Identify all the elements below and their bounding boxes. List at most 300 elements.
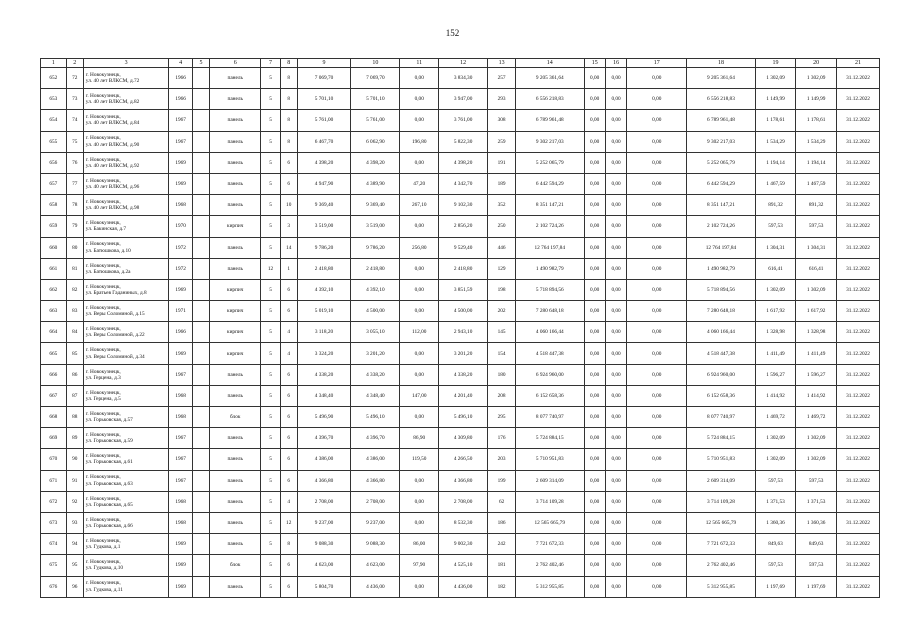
cell-col-20: 1 411,49 <box>796 343 837 364</box>
cell-col-3: г. Новокузнецк, ул. Братьев Гаданиных, д.8 <box>83 279 169 300</box>
column-number-7: 7 <box>261 59 280 68</box>
cell-col-10: 7 069,70 <box>351 68 400 89</box>
cell-col-17: 0,00 <box>627 173 687 194</box>
cell-col-15: 0,00 <box>584 258 605 279</box>
cell-col-19: 1 617,92 <box>755 301 796 322</box>
cell-col-16: 0,00 <box>605 491 626 512</box>
cell-col-6: панель <box>210 364 261 385</box>
table-row <box>41 322 880 343</box>
cell-col-17: 0,00 <box>627 89 687 110</box>
table-row <box>41 216 880 237</box>
cell-col-4: 1969 <box>169 173 193 194</box>
cell-col-12: 4 309,80 <box>438 428 487 449</box>
cell-col-16: 0,00 <box>605 110 626 131</box>
cell-col-3: г. Новокузнецк, ул. Батюшкова, д.10 <box>83 237 169 258</box>
cell-col-7: 5 <box>261 110 280 131</box>
cell-col-21: 31.12.2022 <box>837 110 880 131</box>
cell-col-20: 1 302,09 <box>796 68 837 89</box>
cell-col-16: 0,00 <box>605 68 626 89</box>
cell-col-16: 0,00 <box>605 195 626 216</box>
cell-col-5 <box>192 491 209 512</box>
cell-col-9: 5 761,00 <box>297 110 351 131</box>
cell-col-17: 0,00 <box>627 512 687 533</box>
cell-col-20: 1 596,27 <box>796 364 837 385</box>
cell-col-5 <box>192 449 209 470</box>
cell-col-6: кирпич <box>210 343 261 364</box>
cell-col-21: 31.12.2022 <box>837 195 880 216</box>
cell-col-9: 9 088,30 <box>297 534 351 555</box>
cell-col-7: 5 <box>261 343 280 364</box>
cell-col-21: 31.12.2022 <box>837 555 880 576</box>
cell-col-12: 2 418,80 <box>438 258 487 279</box>
cell-col-21: 31.12.2022 <box>837 470 880 491</box>
cell-col-4: 1971 <box>169 301 193 322</box>
cell-col-11: 47,20 <box>400 173 439 194</box>
cell-col-17: 0,00 <box>627 279 687 300</box>
cell-col-13: 295 <box>488 407 516 428</box>
cell-col-14: 9 205 361,64 <box>516 68 584 89</box>
cell-col-2: 93 <box>66 512 83 533</box>
cell-col-5 <box>192 322 209 343</box>
cell-col-18: 12 565 665,79 <box>687 512 755 533</box>
cell-col-19: 1 302,09 <box>755 68 796 89</box>
cell-col-13: 180 <box>488 364 516 385</box>
cell-col-10: 4 396,70 <box>351 428 400 449</box>
cell-col-17: 0,00 <box>627 195 687 216</box>
cell-col-10: 3 519,00 <box>351 216 400 237</box>
cell-col-9: 4 386,00 <box>297 449 351 470</box>
cell-col-19: 1 328,98 <box>755 322 796 343</box>
cell-col-15: 0,00 <box>584 152 605 173</box>
cell-col-4: 1967 <box>169 364 193 385</box>
cell-col-18: 6 556 218,83 <box>687 89 755 110</box>
cell-col-18: 5 312 955,85 <box>687 576 755 597</box>
cell-col-14: 2 762 402,46 <box>516 555 584 576</box>
cell-col-21: 31.12.2022 <box>837 322 880 343</box>
cell-col-17: 0,00 <box>627 322 687 343</box>
cell-col-8: 6 <box>280 364 297 385</box>
column-number-header <box>41 59 880 68</box>
cell-col-3: г. Новокузнецк, ул. 40 лет ВЛКСМ, д.84 <box>83 110 169 131</box>
cell-col-9: 4 398,20 <box>297 152 351 173</box>
cell-col-13: 308 <box>488 110 516 131</box>
cell-col-14: 8 351 147,21 <box>516 195 584 216</box>
cell-col-17: 0,00 <box>627 131 687 152</box>
column-number-10: 10 <box>351 59 400 68</box>
cell-col-11: 86,90 <box>400 428 439 449</box>
cell-col-14: 5 724 884,15 <box>516 428 584 449</box>
cell-col-17: 0,00 <box>627 470 687 491</box>
cell-col-17: 0,00 <box>627 237 687 258</box>
table-row <box>41 301 880 322</box>
column-number-11: 11 <box>400 59 439 68</box>
cell-col-1: 668 <box>41 407 67 428</box>
cell-col-21: 31.12.2022 <box>837 173 880 194</box>
cell-col-12: 2 708,00 <box>438 491 487 512</box>
table-row <box>41 237 880 258</box>
cell-col-2: 79 <box>66 216 83 237</box>
cell-col-20: 1 302,09 <box>796 279 837 300</box>
cell-col-6: панель <box>210 470 261 491</box>
cell-col-20: 616,41 <box>796 258 837 279</box>
cell-col-20: 1 302,09 <box>796 428 837 449</box>
cell-col-4: 1966 <box>169 68 193 89</box>
table-row <box>41 364 880 385</box>
cell-col-20: 1 328,98 <box>796 322 837 343</box>
cell-col-16: 0,00 <box>605 470 626 491</box>
cell-col-19: 849,63 <box>755 534 796 555</box>
cell-col-9: 7 069,70 <box>297 68 351 89</box>
column-number-4: 4 <box>169 59 193 68</box>
cell-col-9: 5 019,10 <box>297 301 351 322</box>
cell-col-19: 1 302,09 <box>755 279 796 300</box>
cell-col-1: 665 <box>41 343 67 364</box>
cell-col-8: 6 <box>280 385 297 406</box>
cell-col-7: 5 <box>261 216 280 237</box>
cell-col-2: 91 <box>66 470 83 491</box>
cell-col-2: 94 <box>66 534 83 555</box>
cell-col-20: 597,53 <box>796 216 837 237</box>
cell-col-16: 0,00 <box>605 364 626 385</box>
cell-col-8: 6 <box>280 152 297 173</box>
cell-col-14: 7 280 648,18 <box>516 301 584 322</box>
cell-col-21: 31.12.2022 <box>837 301 880 322</box>
cell-col-17: 0,00 <box>627 385 687 406</box>
cell-col-10: 2 418,80 <box>351 258 400 279</box>
cell-col-20: 1 194,14 <box>796 152 837 173</box>
cell-col-4: 1967 <box>169 110 193 131</box>
cell-col-9: 5 804,70 <box>297 576 351 597</box>
column-number-5: 5 <box>192 59 209 68</box>
cell-col-6: панель <box>210 110 261 131</box>
housing-register-table <box>40 58 880 598</box>
table-row <box>41 258 880 279</box>
cell-col-2: 87 <box>66 385 83 406</box>
cell-col-6: панель <box>210 534 261 555</box>
column-number-13: 13 <box>488 59 516 68</box>
cell-col-11: 0,00 <box>400 364 439 385</box>
cell-col-21: 31.12.2022 <box>837 68 880 89</box>
cell-col-13: 352 <box>488 195 516 216</box>
cell-col-3: г. Новокузнецк, ул. Гудкова, д.10 <box>83 555 169 576</box>
cell-col-10: 9 369,40 <box>351 195 400 216</box>
cell-col-16: 0,00 <box>605 385 626 406</box>
cell-col-14: 5 718 894,56 <box>516 279 584 300</box>
cell-col-8: 6 <box>280 449 297 470</box>
cell-col-3: г. Новокузнецк, ул. 40 лет ВЛКСМ, д.96 <box>83 173 169 194</box>
cell-col-5 <box>192 89 209 110</box>
cell-col-8: 8 <box>280 68 297 89</box>
cell-col-17: 0,00 <box>627 576 687 597</box>
cell-col-4: 1969 <box>169 279 193 300</box>
cell-col-2: 77 <box>66 173 83 194</box>
cell-col-16: 0,00 <box>605 152 626 173</box>
cell-col-2: 73 <box>66 89 83 110</box>
cell-col-17: 0,00 <box>627 407 687 428</box>
cell-col-7: 5 <box>261 449 280 470</box>
cell-col-14: 2 102 724,26 <box>516 216 584 237</box>
cell-col-21: 31.12.2022 <box>837 576 880 597</box>
cell-col-21: 31.12.2022 <box>837 512 880 533</box>
cell-col-2: 92 <box>66 491 83 512</box>
cell-col-9: 4 623,00 <box>297 555 351 576</box>
column-number-21: 21 <box>837 59 880 68</box>
cell-col-5 <box>192 279 209 300</box>
cell-col-18: 4 060 166,44 <box>687 322 755 343</box>
cell-col-16: 0,00 <box>605 343 626 364</box>
cell-col-21: 31.12.2022 <box>837 407 880 428</box>
cell-col-6: панель <box>210 491 261 512</box>
cell-col-20: 1 304,31 <box>796 237 837 258</box>
cell-col-2: 83 <box>66 301 83 322</box>
cell-col-16: 0,00 <box>605 428 626 449</box>
cell-col-12: 4 500,00 <box>438 301 487 322</box>
cell-col-19: 1 304,31 <box>755 237 796 258</box>
cell-col-7: 12 <box>261 258 280 279</box>
cell-col-12: 4 338,20 <box>438 364 487 385</box>
cell-col-16: 0,00 <box>605 131 626 152</box>
cell-col-2: 84 <box>66 322 83 343</box>
cell-col-20: 1 197,69 <box>796 576 837 597</box>
table-row <box>41 407 880 428</box>
cell-col-3: г. Новокузнецк, ул. 40 лет ВЛКСМ, д.90 <box>83 131 169 152</box>
cell-col-8: 12 <box>280 512 297 533</box>
cell-col-3: г. Новокузнецк, ул. Горьковская, д.63 <box>83 470 169 491</box>
cell-col-13: 198 <box>488 279 516 300</box>
cell-col-7: 5 <box>261 68 280 89</box>
cell-col-14: 9 302 217,03 <box>516 131 584 152</box>
column-number-3: 3 <box>83 59 169 68</box>
cell-col-15: 0,00 <box>584 237 605 258</box>
cell-col-19: 616,41 <box>755 258 796 279</box>
page-number: 152 <box>445 28 460 38</box>
cell-col-11: 196,80 <box>400 131 439 152</box>
cell-col-20: 891,32 <box>796 195 837 216</box>
cell-col-4: 1967 <box>169 428 193 449</box>
cell-col-5 <box>192 343 209 364</box>
cell-col-21: 31.12.2022 <box>837 216 880 237</box>
cell-col-10: 4 623,00 <box>351 555 400 576</box>
column-number-14: 14 <box>516 59 584 68</box>
cell-col-3: г. Новокузнецк, ул. Бакинская, д.7 <box>83 216 169 237</box>
cell-col-16: 0,00 <box>605 534 626 555</box>
cell-col-20: 1 467,59 <box>796 173 837 194</box>
cell-col-15: 0,00 <box>584 364 605 385</box>
cell-col-3: г. Новокузнецк, ул. Веры Соломиной, д.34 <box>83 343 169 364</box>
cell-col-10: 4 338,20 <box>351 364 400 385</box>
cell-col-6: панель <box>210 512 261 533</box>
cell-col-1: 670 <box>41 449 67 470</box>
cell-col-13: 182 <box>488 576 516 597</box>
cell-col-10: 5 761,00 <box>351 110 400 131</box>
cell-col-16: 0,00 <box>605 89 626 110</box>
cell-col-12: 2 856,20 <box>438 216 487 237</box>
cell-col-7: 5 <box>261 576 280 597</box>
cell-col-1: 672 <box>41 491 67 512</box>
cell-col-10: 3 055,10 <box>351 322 400 343</box>
cell-col-18: 6 789 961,48 <box>687 110 755 131</box>
cell-col-16: 0,00 <box>605 576 626 597</box>
cell-col-11: 0,00 <box>400 279 439 300</box>
cell-col-7: 5 <box>261 301 280 322</box>
cell-col-14: 12 764 197,84 <box>516 237 584 258</box>
cell-col-18: 12 764 197,84 <box>687 237 755 258</box>
cell-col-18: 6 152 658,36 <box>687 385 755 406</box>
cell-col-11: 147,00 <box>400 385 439 406</box>
cell-col-19: 1 371,53 <box>755 491 796 512</box>
cell-col-6: панель <box>210 576 261 597</box>
cell-col-14: 5 710 951,83 <box>516 449 584 470</box>
table-row <box>41 89 880 110</box>
cell-col-5 <box>192 237 209 258</box>
cell-col-11: 0,00 <box>400 68 439 89</box>
cell-col-12: 4 342,70 <box>438 173 487 194</box>
cell-col-4: 1969 <box>169 343 193 364</box>
cell-col-4: 1968 <box>169 512 193 533</box>
cell-col-10: 9 088,30 <box>351 534 400 555</box>
table-row <box>41 470 880 491</box>
cell-col-20: 1 371,53 <box>796 491 837 512</box>
cell-col-10: 2 708,00 <box>351 491 400 512</box>
cell-col-8: 6 <box>280 428 297 449</box>
cell-col-13: 129 <box>488 258 516 279</box>
cell-col-12: 4 201,40 <box>438 385 487 406</box>
cell-col-9: 2 418,80 <box>297 258 351 279</box>
cell-col-18: 1 490 982,79 <box>687 258 755 279</box>
cell-col-8: 6 <box>280 555 297 576</box>
cell-col-19: 1 414,92 <box>755 385 796 406</box>
cell-col-14: 7 721 672,33 <box>516 534 584 555</box>
column-number-16: 16 <box>605 59 626 68</box>
cell-col-17: 0,00 <box>627 364 687 385</box>
cell-col-17: 0,00 <box>627 428 687 449</box>
cell-col-13: 191 <box>488 152 516 173</box>
cell-col-10: 6 062,90 <box>351 131 400 152</box>
cell-col-11: 0,00 <box>400 216 439 237</box>
cell-col-1: 658 <box>41 195 67 216</box>
cell-col-18: 2 609 314,09 <box>687 470 755 491</box>
cell-col-4: 1968 <box>169 407 193 428</box>
cell-col-8: 8 <box>280 110 297 131</box>
cell-col-11: 0,00 <box>400 491 439 512</box>
cell-col-8: 6 <box>280 279 297 300</box>
cell-col-9: 6 467,70 <box>297 131 351 152</box>
cell-col-13: 257 <box>488 68 516 89</box>
cell-col-17: 0,00 <box>627 110 687 131</box>
cell-col-6: панель <box>210 152 261 173</box>
cell-col-7: 5 <box>261 407 280 428</box>
cell-col-15: 0,00 <box>584 322 605 343</box>
column-number-2: 2 <box>66 59 83 68</box>
cell-col-12: 4 436,00 <box>438 576 487 597</box>
cell-col-14: 2 609 314,09 <box>516 470 584 491</box>
cell-col-4: 1967 <box>169 470 193 491</box>
cell-col-18: 3 714 109,28 <box>687 491 755 512</box>
cell-col-9: 9 237,00 <box>297 512 351 533</box>
cell-col-18: 5 724 884,15 <box>687 428 755 449</box>
cell-col-15: 0,00 <box>584 110 605 131</box>
cell-col-14: 4 060 166,44 <box>516 322 584 343</box>
cell-col-1: 667 <box>41 385 67 406</box>
cell-col-2: 90 <box>66 449 83 470</box>
cell-col-11: 0,00 <box>400 89 439 110</box>
cell-col-11: 0,00 <box>400 407 439 428</box>
cell-col-6: панель <box>210 68 261 89</box>
cell-col-14: 6 924 960,00 <box>516 364 584 385</box>
cell-col-10: 4 386,00 <box>351 449 400 470</box>
cell-col-1: 666 <box>41 364 67 385</box>
cell-col-3: г. Новокузнецк, ул. 40 лет ВЛКСМ, д.82 <box>83 89 169 110</box>
cell-col-21: 31.12.2022 <box>837 152 880 173</box>
cell-col-2: 75 <box>66 131 83 152</box>
cell-col-6: панель <box>210 173 261 194</box>
cell-col-15: 0,00 <box>584 576 605 597</box>
cell-col-13: 186 <box>488 512 516 533</box>
cell-col-2: 85 <box>66 343 83 364</box>
cell-col-10: 4 500,00 <box>351 301 400 322</box>
cell-col-21: 31.12.2022 <box>837 428 880 449</box>
cell-col-21: 31.12.2022 <box>837 534 880 555</box>
table-row <box>41 534 880 555</box>
cell-col-5 <box>192 364 209 385</box>
cell-col-7: 5 <box>261 131 280 152</box>
cell-col-18: 6 924 960,00 <box>687 364 755 385</box>
cell-col-21: 31.12.2022 <box>837 364 880 385</box>
cell-col-10: 4 398,20 <box>351 152 400 173</box>
cell-col-18: 2 762 402,46 <box>687 555 755 576</box>
cell-col-6: панель <box>210 385 261 406</box>
cell-col-14: 5 312 955,85 <box>516 576 584 597</box>
cell-col-15: 0,00 <box>584 491 605 512</box>
cell-col-15: 0,00 <box>584 512 605 533</box>
table-row <box>41 131 880 152</box>
cell-col-9: 2 708,00 <box>297 491 351 512</box>
cell-col-8: 8 <box>280 89 297 110</box>
cell-col-6: кирпич <box>210 322 261 343</box>
cell-col-5 <box>192 152 209 173</box>
cell-col-20: 849,63 <box>796 534 837 555</box>
cell-col-14: 8 077 740,97 <box>516 407 584 428</box>
cell-col-9: 5 701,10 <box>297 89 351 110</box>
cell-col-18: 7 280 648,18 <box>687 301 755 322</box>
table-row <box>41 555 880 576</box>
cell-col-1: 674 <box>41 534 67 555</box>
cell-col-16: 0,00 <box>605 301 626 322</box>
cell-col-11: 0,00 <box>400 152 439 173</box>
cell-col-15: 0,00 <box>584 131 605 152</box>
cell-col-7: 5 <box>261 364 280 385</box>
column-number-15: 15 <box>584 59 605 68</box>
cell-col-18: 8 351 147,21 <box>687 195 755 216</box>
cell-col-1: 663 <box>41 301 67 322</box>
cell-col-11: 0,00 <box>400 110 439 131</box>
cell-col-14: 6 556 218,83 <box>516 89 584 110</box>
cell-col-5 <box>192 110 209 131</box>
cell-col-14: 5 252 065,79 <box>516 152 584 173</box>
cell-col-1: 669 <box>41 428 67 449</box>
table-row <box>41 195 880 216</box>
cell-col-20: 1 617,92 <box>796 301 837 322</box>
cell-col-20: 1 534,29 <box>796 131 837 152</box>
cell-col-3: г. Новокузнецк, ул. 40 лет ВЛКСМ, д.92 <box>83 152 169 173</box>
cell-col-3: г. Новокузнецк, ул. Горьковская, д.66 <box>83 512 169 533</box>
cell-col-1: 675 <box>41 555 67 576</box>
cell-col-4: 1969 <box>169 555 193 576</box>
cell-col-16: 0,00 <box>605 449 626 470</box>
cell-col-18: 2 102 724,26 <box>687 216 755 237</box>
cell-col-18: 6 442 594,29 <box>687 173 755 194</box>
cell-col-11: 0,00 <box>400 343 439 364</box>
